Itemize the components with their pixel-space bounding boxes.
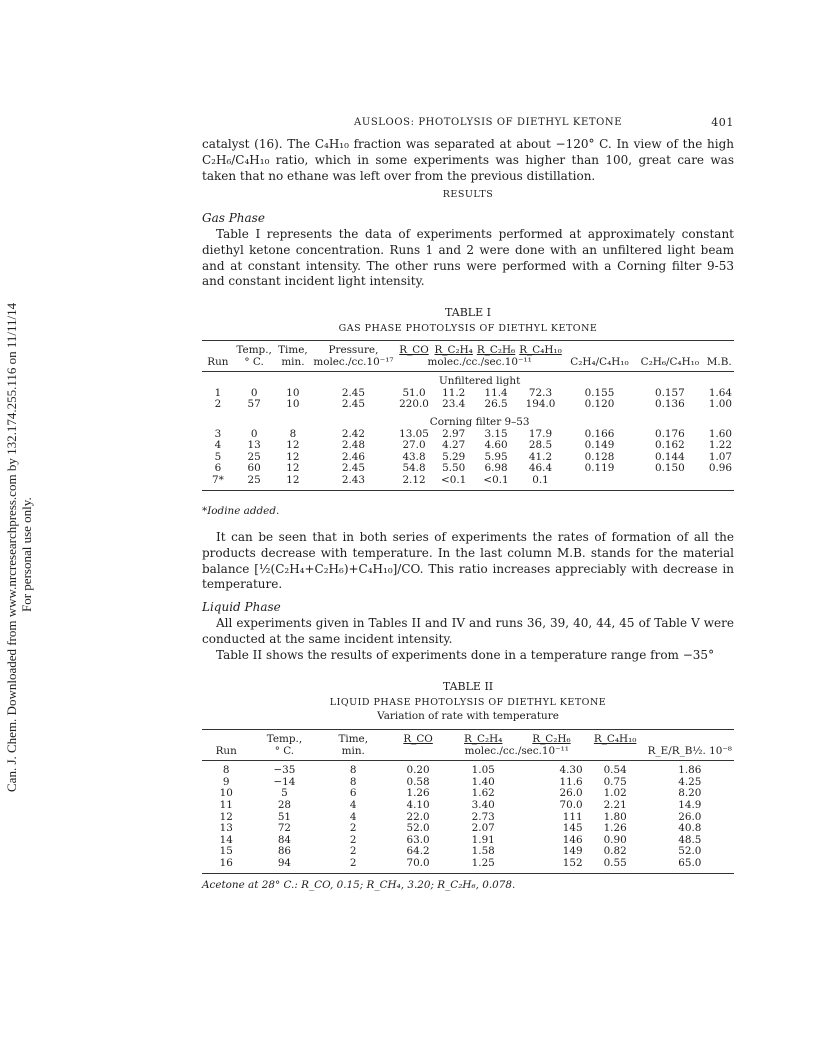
table-cell: 63.0 [406,833,430,846]
table-cell: 4.10 [406,798,430,811]
table2-header-temp-unit: ° C. [274,744,295,757]
table-cell: 26.0 [559,787,583,800]
table-cell: 149 [562,845,583,858]
table-cell: <0.1 [483,473,509,486]
table-cell: 8 [289,427,297,440]
table-cell: 14.9 [678,798,702,811]
table-cell: 0.162 [654,439,685,452]
table1-header-rc2h4: R_C₂H₄ [434,344,473,356]
table2-footnote: Acetone at 28° C.: R_CO, 0.15; R_CH₄, 3.20; R_C₂H₆, 0.078. [202,879,516,891]
table-cell: 2.45 [341,462,365,475]
table1-header-rco: R_CO [399,344,429,356]
table-cell: 17.9 [528,427,553,440]
table1-group1-rows [202,388,734,411]
table-cell: 7* [211,473,224,486]
table1-footnote: *Iodine added. [202,505,280,517]
table-cell: 54.8 [402,462,426,475]
table-cell: 0.119 [584,462,615,475]
table-cell: 15 [219,845,233,858]
table-cell: 10 [219,787,233,800]
table-cell: 94 [277,856,292,869]
table-cell: 0.150 [654,462,685,475]
table-cell: 0.82 [603,845,627,858]
table-cell: 26.5 [484,398,508,411]
table2-header-rate-units: molec./cc./sec.10⁻¹¹ [464,744,569,757]
table-cell: 12 [286,462,300,475]
table-cell: 11.4 [484,386,508,399]
table-cell: 4 [349,810,357,823]
table-cell: 2 [349,856,357,869]
table2-header-run: Run [215,744,237,757]
table-cell: 86 [277,845,292,858]
table1-label: TABLE I [445,306,491,319]
table2-header-time: Time, [338,733,368,745]
table-cell: 22.0 [406,810,430,823]
table-cell: 0.166 [584,427,615,440]
table-cell: 57 [247,398,261,411]
table-cell: 1 [214,386,222,399]
table-cell: 13 [219,822,233,835]
table-cell: 0.149 [584,439,615,452]
table-cell: 25 [247,450,261,463]
table-cell: 72.3 [528,386,553,399]
table-cell: 0.75 [603,775,627,788]
table-cell: 5.50 [442,462,466,475]
table-cell: 2.12 [402,473,426,486]
table-cell [705,475,735,487]
table1-header-ratio2: C₂H₆/C₄H₁₀ [640,355,699,368]
table-cell: 2.73 [471,810,495,823]
table-cell: 4.27 [442,439,466,452]
table-cell: 4 [349,798,357,811]
table-row [202,858,734,870]
table-cell: 51 [277,810,292,823]
table-cell: 8 [349,775,357,788]
table1-header-mb: M.B. [706,355,732,368]
table2-header-time-unit: min. [341,744,365,757]
table-cell: 1.91 [471,833,495,846]
table-cell: 0.20 [406,764,430,777]
table-cell: 0.54 [603,764,627,777]
table1-header-temp-unit: ° C. [244,355,264,368]
table2-header-ratio: R_E/R_B½. 10⁻⁸ [647,744,732,757]
table-cell: 16 [219,856,233,869]
table1-header-pressure: Pressure, [328,344,379,356]
table-cell: 12 [219,810,233,823]
table-cell: 3.15 [484,427,508,440]
table2-header-temp: Temp., [266,733,303,745]
table-cell: 2.97 [442,427,466,440]
table1-top-rule [202,340,734,341]
table-cell: 5 [214,450,222,463]
table-cell: −14 [273,775,296,788]
liquid-phase-paragraph: All experiments given in Tables II and IV and runs 36, 39, 40, 44, 45 of Table V were conducted at the same incident intensity. [202,616,734,646]
table-cell: 0.120 [584,398,615,411]
table-cell: 11.2 [442,386,466,399]
table-cell: 65.0 [678,856,702,869]
table-cell: 0 [250,386,258,399]
table-cell: 2 [214,398,222,411]
table-cell: 9 [222,775,230,788]
table-cell: 0.90 [603,833,627,846]
table2-header-rc2h4: R_C₂H₄ [464,733,503,745]
table-row [202,800,734,812]
table-cell: 152 [562,856,583,869]
table2-header-rc2h6: R_C₂H₆ [532,733,571,745]
results-heading: RESULTS [442,189,494,200]
liquid-phase-heading: Liquid Phase [202,600,281,614]
table-cell: 6 [214,462,222,475]
table-cell: <0.1 [441,473,467,486]
table-cell: 1.26 [603,822,627,835]
table-cell: 1.40 [471,775,495,788]
table-cell: 72 [277,822,292,835]
table-cell: 26.0 [678,810,702,823]
table-cell: 2 [349,822,357,835]
table1-group-corning: Corning filter 9–53 [429,415,530,428]
table-cell [635,475,704,487]
table-cell: 10 [286,386,300,399]
table2-header-rco: R_CO [403,733,433,745]
table-cell: 1.58 [471,845,495,858]
table-cell: 194.0 [525,398,556,411]
table-cell: 51.0 [402,386,426,399]
table-cell: 48.5 [678,833,702,846]
table-cell: 0.58 [406,775,430,788]
table-cell: 23.4 [442,398,466,411]
table-cell: 5.29 [442,450,466,463]
table1-caption: GAS PHASE PHOTOLYSIS OF DIETHYL KETONE [338,323,598,334]
table-cell: 1.60 [708,427,732,440]
table-cell: 0.157 [654,386,685,399]
table-cell: 1.26 [406,787,430,800]
table2-header-rc4h10: R_C₄H₁₀ [593,733,637,745]
table1-header-rc4h10: R_C₄H₁₀ [519,344,562,356]
table-cell: 6.98 [484,462,508,475]
table-cell: 1.62 [471,787,495,800]
table-cell: 70.0 [559,798,583,811]
table-cell: 4.30 [559,764,583,777]
table-cell: 1.00 [708,398,732,411]
table-cell: −35 [273,764,296,777]
table-cell: 2 [349,833,357,846]
table-row [202,440,734,452]
table-cell: 46.4 [528,462,553,475]
table-cell: 146 [562,833,583,846]
table-cell: 2.48 [341,439,365,452]
table-cell: 13.05 [399,427,429,440]
discussion-paragraph: It can be seen that in both series of experiments the rates of formation of all the products decrease with temperature. In the last column M.B. stands for the material balance [½(C₂H₄+C₂H₆)+C₄H₁₀]/CO. This ratio increases appreciably with decrease in temperature. [202,530,734,592]
table-cell: 0.155 [584,386,615,399]
table-cell: 13 [247,439,261,452]
table2-caption: LIQUID PHASE PHOTOLYSIS OF DIETHYL KETONE [329,697,607,708]
intro-paragraph: catalyst (16). The C₄H₁₀ fraction was separated at about −120° C. In view of the high C₂H₆/C₄H₁₀ ratio, which in some experiments was higher than 100, great care was taken that no ethane was left over from the previous distillation. [202,137,734,183]
download-notice: Can. J. Chem. Downloaded from www.nrcresearchpress.com by 132.174.255.116 on 11/11/14 [4,302,19,792]
table-cell: 1.86 [678,764,702,777]
table-cell: 8 [349,764,357,777]
table-cell: 220.0 [399,398,429,411]
table-row [202,823,734,835]
table-cell: 40.8 [678,822,702,835]
page-number: 401 [711,116,734,129]
running-title: AUSLOOS: PHOTOLYSIS OF DIETHYL KETONE [354,117,623,128]
table-cell: 12 [286,473,300,486]
table-cell: 28.5 [528,439,553,452]
table2-rows [202,765,734,869]
table2-label: TABLE II [442,680,494,693]
table-cell [564,475,635,487]
table1 [202,345,734,491]
table-cell: 5.95 [484,450,508,463]
table-cell: 1.05 [471,764,495,777]
table-cell: 60 [247,462,261,475]
table1-header-time: Time, [278,344,308,356]
table-cell: 12 [286,439,300,452]
table-cell: 43.8 [402,450,426,463]
table-cell: 2.46 [341,450,365,463]
table1-header-pressure-unit: molec./cc.10⁻¹⁷ [313,355,394,368]
table-row [202,399,734,411]
liquid-phase-paragraph-2: Table II shows the results of experiments done in a temperature range from −35° [216,648,715,662]
table1-group-unfiltered: Unfiltered light [439,375,521,388]
table-cell: 2.07 [471,822,495,835]
table2-top-rule [202,729,734,730]
table-cell: 1.80 [603,810,627,823]
table-cell: 111 [562,810,583,823]
table-cell: 0.96 [708,462,732,475]
table-cell: 3 [214,427,222,440]
table-cell: 14 [219,833,233,846]
table-cell: 64.2 [406,845,430,858]
table-cell: 52.0 [678,845,702,858]
table1-header-run: Run [207,355,229,368]
table-cell: 27.0 [402,439,426,452]
table-cell: 52.0 [406,822,430,835]
table1-header-rate-units: molec./cc./sec.10⁻¹¹ [427,355,532,368]
table-cell: 6 [349,787,357,800]
table-cell: 10 [286,398,300,411]
table-cell: 2.45 [341,386,365,399]
table-cell: 4 [214,439,222,452]
table1-header-temp: Temp., [236,344,272,356]
table-cell: 4.25 [678,775,702,788]
table-cell: 0.176 [654,427,685,440]
table-cell: 2.45 [341,398,365,411]
personal-use-notice: For personal use only. [19,497,34,612]
gas-phase-heading: Gas Phase [202,211,265,225]
table-cell: 8 [222,764,230,777]
table1-header-ratio1: C₂H₄/C₄H₁₀ [570,355,629,368]
table-cell: 4.60 [484,439,508,452]
table-cell: 25 [247,473,261,486]
table-cell: 145 [562,822,583,835]
table-cell: 2.43 [341,473,365,486]
table-row [202,475,734,487]
table-cell: 2.42 [341,427,365,440]
table1-header-time-unit: min. [281,355,305,368]
gas-phase-paragraph: Table I represents the data of experiments performed at approximately constant diethyl ketone concentration. Runs 1 and 2 were done with an unfiltered light beam and at constant intensity. The other runs were performed with a Corning filter 9-53 and constant incident light intensity. [202,227,734,289]
table-cell: 12 [286,450,300,463]
table-cell: 8.20 [678,787,702,800]
table-cell: 1.25 [471,856,495,869]
table-cell: 11.6 [559,775,583,788]
table-cell: 0.1 [532,473,549,486]
table1-group2-rows [202,429,734,487]
table-cell: 3.40 [471,798,495,811]
table-cell: 11 [219,798,233,811]
table-cell: 1.22 [708,439,732,452]
table-cell: 0.55 [603,856,627,869]
table-cell: 0.144 [654,450,685,463]
table-cell: 5 [281,787,288,800]
table-cell: 41.2 [528,450,553,463]
table-cell: 84 [277,833,292,846]
table-cell: 0.128 [584,450,615,463]
table-cell: 0.136 [654,398,685,411]
table-cell: 70.0 [406,856,430,869]
table1-header-rc2h6: R_C₂H₆ [476,344,516,356]
table2-subcaption: Variation of rate with temperature [377,710,559,722]
table-cell: 28 [277,798,292,811]
table2 [202,734,734,874]
table-cell: 2 [349,845,357,858]
table-cell: 1.64 [708,386,732,399]
table-cell: 0 [250,427,258,440]
table-row [202,463,734,475]
table-cell: 1.07 [708,450,732,463]
table-cell: 1.02 [603,787,627,800]
table-cell: 2.21 [603,798,627,811]
